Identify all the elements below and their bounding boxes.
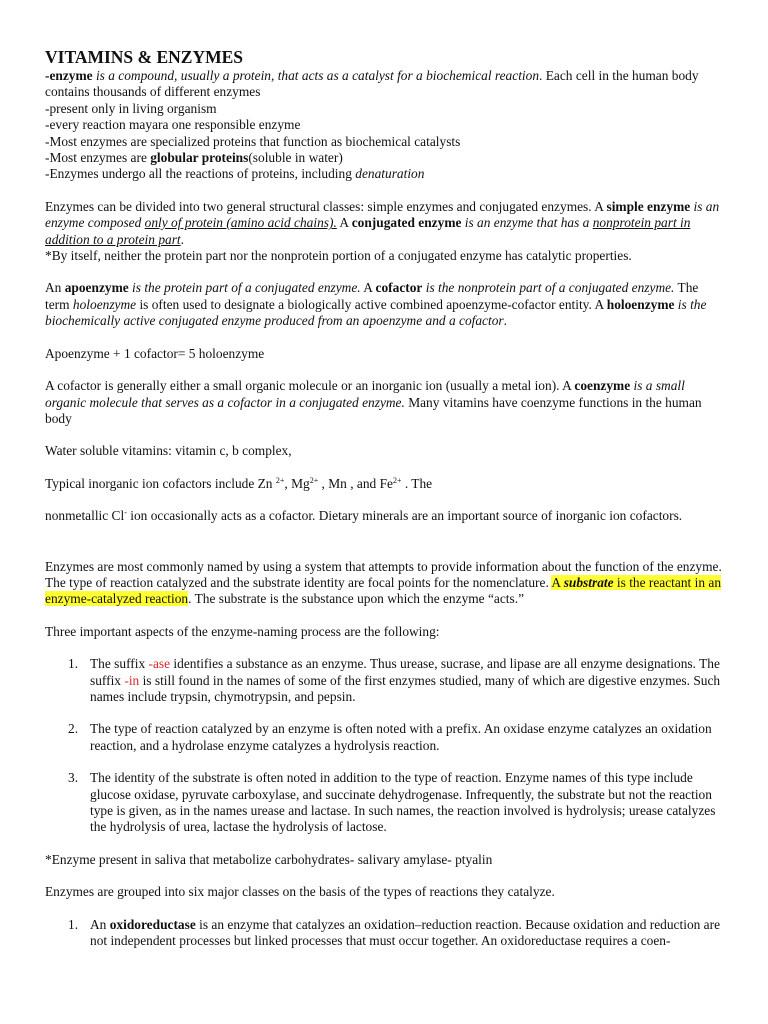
- term-denaturation: denaturation: [355, 166, 425, 182]
- term-holoenzyme: holoenzyme: [606, 296, 675, 312]
- paragraph-naming: Enzymes are most commonly named by using a system that attempts to provide information about the function of the enzyme. The type of reaction catalyzed and the substrate identity are focal points for the nomenclature. A substrate is the reactant in an enzyme-catalyzed reaction. The substrate is the substance upon which the enzyme “acts.”: [45, 558, 722, 607]
- intro-line-living: -present only in living organism: [45, 100, 217, 116]
- highlighted-substrate-definition: A substrate is the reactant in an enzyme-catalyzed reaction: [45, 574, 722, 607]
- enzyme-definition: is a compound, usually a protein, that acts as a catalyst for a biochemical reaction: [92, 68, 540, 83]
- list-item: 3. The identity of the substrate is often noted in addition to the type of reaction. Enzyme names of this type include glucose oxidase, pyruvate carboxylase, and succinate dehydrogenase. Infrequently, the substrate but not the reaction type is given, as in the names urease and lactase. In such names, the reaction involved is hydrolysis; urease catalyzes the hydrolysis of urea, lactase the hydrolysis of lactose.: [68, 770, 716, 835]
- term-apoenzyme: apoenzyme: [64, 280, 129, 296]
- term-conjugated-enzyme: conjugated enzyme: [351, 215, 462, 231]
- inorganic-ion-cofactors: Typical inorganic ion cofactors include Zn $^{2+}$, $Mg^{2+}$ , Mn , and $Fe^{2+}$ . The: [45, 475, 433, 491]
- term-substrate: substrate: [563, 574, 614, 590]
- intro-line-enzyme-definition: [45, 68, 724, 101]
- list-item: 1. The suffix -ase identifies a substance as an enzyme. Thus urease, sucrase, and lipase are all enzyme designations. The suffix -in is still found in the names of some of the first enzymes studied, many of which are digestive enzymes. Such names include trypsin, chymotrypsin, and pepsin.: [68, 656, 721, 704]
- equation-line: Apoenzyme + 1 cofactor= 5 holoenzyme: [45, 345, 265, 361]
- paragraph-structural-classes: Enzymes can be divided into two general structural classes: simple enzymes and conjugated enzymes. A simple enzyme is an enzyme composed only of protein (amino acid chains). A conjugated enzyme is an enzyme that has a nonprotein part in addition to a protein part.: [45, 198, 720, 247]
- suffix-in: -in: [124, 672, 140, 688]
- term-cofactor: cofactor: [375, 280, 423, 296]
- saliva-enzyme-note: *Enzyme present in saliva that metabolize carbohydrates- salivary amylase- ptyalin: [45, 851, 493, 867]
- enzyme-classes-list: [45, 917, 724, 950]
- document-title: VITAMINS & ENZYMES: [45, 47, 244, 67]
- term-enzyme: -enzyme: [45, 68, 93, 83]
- water-soluble-vitamins: Water soluble vitamins: vitamin c, b complex,: [45, 443, 292, 459]
- term-coenzyme: coenzyme: [574, 378, 631, 394]
- intro-section: [45, 68, 724, 183]
- list-item: 2. The type of reaction catalyzed by an enzyme is often noted with a prefix. An oxidase enzyme catalyzes an oxidation reaction, and a hydrolase enzyme catalyzes a hydrolysis reaction.: [68, 721, 712, 753]
- intro-line-denaturation: -Enzymes undergo all the reactions of proteins, including denaturation: [45, 166, 425, 182]
- paragraph-coenzyme: A cofactor is generally either a small organic molecule or an inorganic ion (usually a metal ion). A coenzyme is a small organic molecule that serves as a cofactor in a conjugated enzyme. Many vitamins have coenzyme functions in the human body: [45, 378, 702, 426]
- intro-line-globular: -Most enzymes are globular proteins(soluble in water): [45, 150, 343, 166]
- naming-aspects-list: [45, 656, 724, 836]
- aspects-intro: Three important aspects of the enzyme-naming process are the following:: [45, 623, 440, 639]
- nonmetallic-ion-note: nonmetallic Cl- ion occasionally acts as a cofactor. Dietary minerals are an important source of inorganic ion cofactors.: [45, 508, 683, 524]
- enzyme-definition-rest: . Each cell in the human body contains thousands of different enzymes: [45, 68, 699, 100]
- paragraph-apoenzyme: An apoenzyme is the protein part of a conjugated enzyme. A cofactor is the nonprotein part of a conjugated enzyme. The term holoenzyme is often used to designate a biologically active combined apoenzyme-cofactor entity. A holoenzyme is the biochemically active conjugated enzyme produced from an apoenzyme and a cofactor.: [45, 280, 707, 329]
- term-simple-enzyme: simple enzyme: [606, 198, 691, 214]
- underlined-phrase: nonprotein part in addition to a protein part: [45, 215, 691, 247]
- list-item: 1. An oxidoreductase is an enzyme that catalyzes an oxidation–reduction reaction. Because oxidation and reduction are not independent processes but linked processes that must occur together. An oxidoreductase requires a coen-: [68, 916, 721, 949]
- suffix-ase: -ase: [148, 656, 171, 672]
- intro-line-reaction: -every reaction mayara one responsible enzyme: [45, 117, 301, 133]
- term-globular-proteins: globular proteins: [150, 150, 249, 166]
- note-catalytic-properties: *By itself, neither the protein part nor the nonprotein portion of a conjugated enzyme has catalytic properties.: [45, 248, 632, 264]
- intro-line-specialized: -Most enzymes are specialized proteins that function as biochemical catalysts: [45, 133, 461, 149]
- underlined-phrase: only of protein (amino acid chains).: [144, 215, 337, 231]
- classes-intro: Enzymes are grouped into six major classes on the basis of the types of reactions they catalyze.: [45, 884, 555, 900]
- term-oxidoreductase: oxidoreductase: [109, 916, 196, 932]
